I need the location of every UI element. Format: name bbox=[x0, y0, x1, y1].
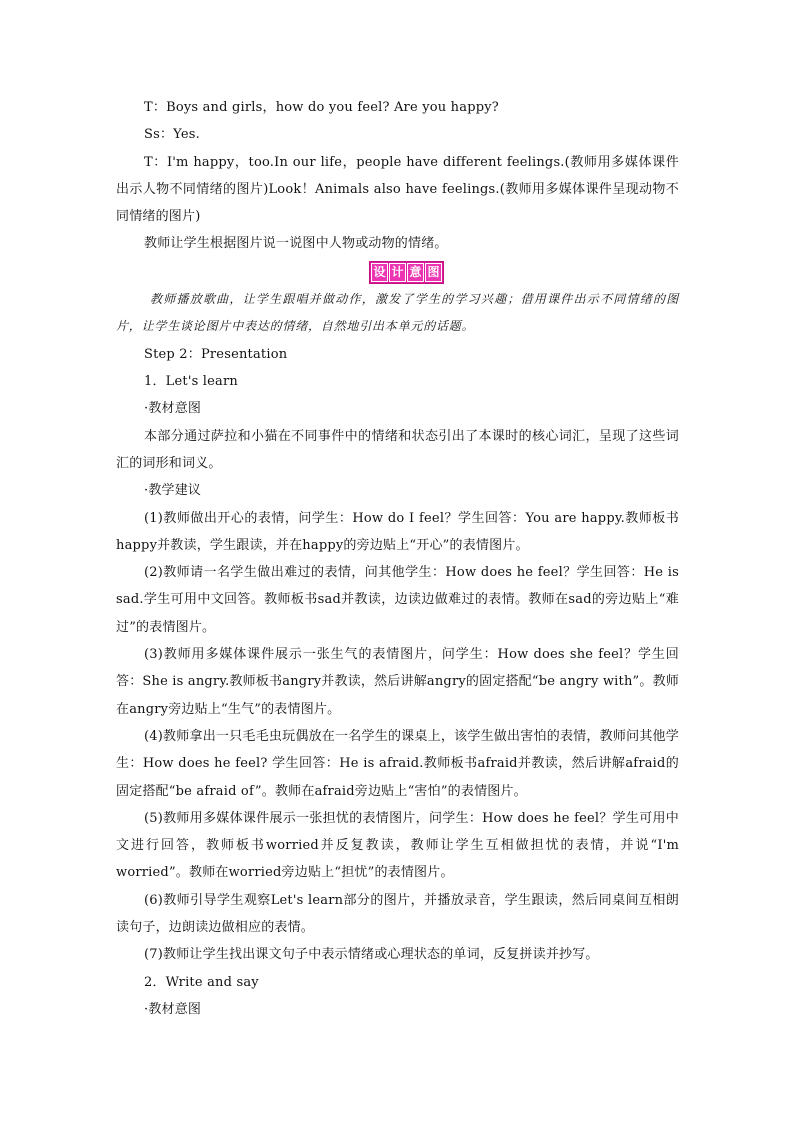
advice-item: (5)教师用多媒体课件展示一张担忧的表情图片，问学生：How does he feel？学生可用中文进行回答，教师板书worried并反复教读，教师让学生互相做担忧的表情，并说“I'm worried”。教师在worried旁边贴上“担忧”的表情图片。 bbox=[116, 810, 679, 881]
part1-intent-label: ·教材意图 bbox=[144, 401, 202, 417]
badge-char: 计 bbox=[389, 263, 406, 282]
dialogue-line-teacher-feelings: T：I'm happy，too.In our life，people have different feelings.(教师用多媒体课件出示人物不同情绪的图片)Look！Animals also have feelings.(教师用多媒体课件呈现动物不同情绪的图片) bbox=[116, 154, 679, 225]
advice-item: (1)教师做出开心的表情，问学生：How do I feel？学生回答：You are happy.教师板书happy并教读，学生跟读，并在happy的旁边贴上“开心”的表情图片。 bbox=[116, 510, 679, 553]
advice-item: (3)教师用多媒体课件展示一张生气的表情图片，问学生：How does she feel？学生回答：She is angry.教师板书angry并教读，然后讲解angry的固定搭配“be angry with”。教师在angry旁边贴上“生气”的表情图片。 bbox=[116, 647, 679, 717]
dialogue-line-students-answer: Ss：Yes. bbox=[144, 127, 200, 143]
advice-item: (2)教师请一名学生做出难过的表情，问其他学生：How does he feel？学生回答：He is sad.学生可用中文回答。教师板书sad并教读，边读边做难过的表情。教师在sad的旁边贴上“难过”的表情图片。 bbox=[116, 565, 679, 635]
advice-item: (6)教师引导学生观察Let's learn部分的图片，并播放录音，学生跟读，然后同桌间互相朗读句子，边朗读边做相应的表情。 bbox=[116, 892, 679, 936]
advice-item: (7)教师让学生找出课文句子中表示情绪或心理状态的单词，反复拼读并抄写。 bbox=[144, 947, 599, 963]
part1-intent-text: 本部分通过萨拉和小猫在不同事件中的情绪和状态引出了本课时的核心词汇，呈现了这些词汇的词形和词义。 bbox=[116, 428, 679, 471]
advice-item: (4)教师拿出一只毛毛虫玩偶放在一名学生的课桌上，该学生做出害怕的表情，教师问其他学生：How does he feel? 学生回答：He is afraid.教师板书afraid并教读，然后讲解afraid的固定搭配“be afraid of”。教师在afraid旁边贴上“害怕”的表情图片。 bbox=[116, 728, 679, 799]
badge-char: 图 bbox=[425, 263, 442, 282]
design-intent-note: 教师播放歌曲，让学生跟唱并做动作，激发了学生的学习兴趣；借用课件出示不同情绪的图片，让学生谈论图片中表达的情绪，自然地引出本单元的话题。 bbox=[116, 291, 679, 334]
design-intent-badge bbox=[369, 261, 444, 284]
part2-heading: 2．Write and say bbox=[144, 974, 259, 990]
step2-heading: Step 2：Presentation bbox=[144, 346, 288, 362]
badge-char: 设 bbox=[371, 263, 388, 282]
part1-advice-label: ·教学建议 bbox=[144, 483, 202, 499]
part1-heading: 1．Let's learn bbox=[144, 374, 238, 390]
part2-intent-label: ·教材意图 bbox=[144, 1001, 202, 1017]
document-body bbox=[116, 94, 679, 1023]
design-intent-badge-row bbox=[116, 258, 679, 286]
badge-char: 意 bbox=[407, 263, 424, 282]
instruction-talk-emotions: 教师让学生根据图片说一说图中人物或动物的情绪。 bbox=[144, 236, 448, 252]
dialogue-line-teacher-question: T：Boys and girls，how do you feel? Are you happy? bbox=[144, 100, 499, 115]
